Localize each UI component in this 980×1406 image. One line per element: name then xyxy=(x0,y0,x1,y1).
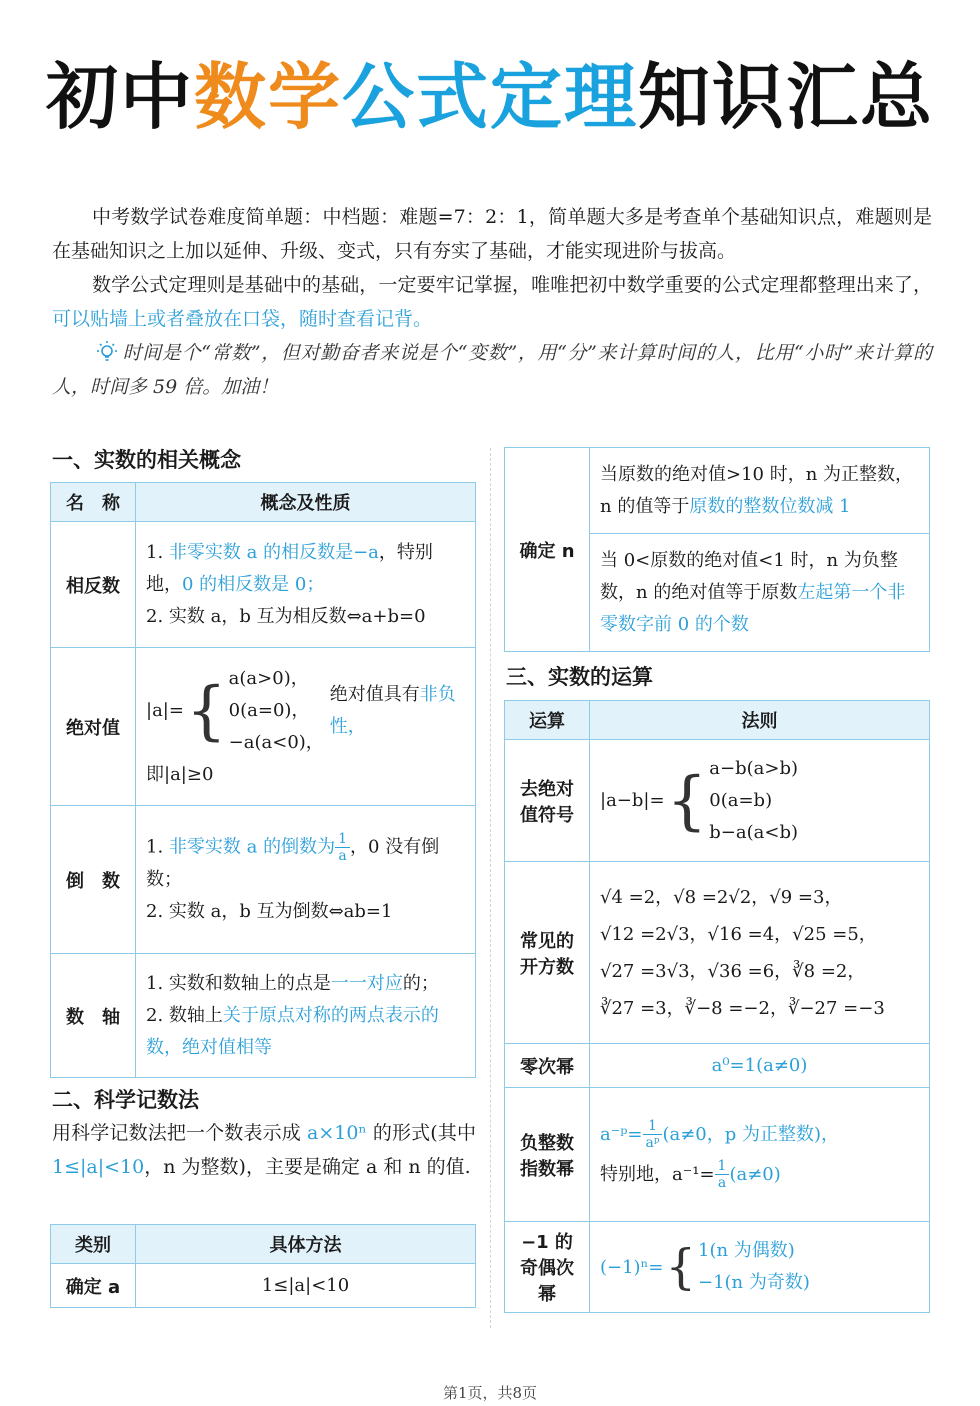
row-desc-abs xyxy=(136,648,476,806)
highlight: 1≤|a|<10 xyxy=(52,1156,145,1178)
table-row xyxy=(51,806,476,954)
row-name-minusone: −1 的奇偶次幂 xyxy=(505,1222,590,1313)
intro-block xyxy=(52,200,932,404)
numerator: 1 xyxy=(715,1158,730,1175)
header-method: 具体方法 xyxy=(136,1225,476,1264)
sci-notation-text xyxy=(52,1116,476,1184)
page-footer: 第1页，共8页 xyxy=(442,1384,538,1402)
piecewise-definition xyxy=(600,1235,810,1299)
numerator: 1 xyxy=(643,1118,663,1135)
column-divider xyxy=(490,448,491,1328)
row-value-a: 1≤|a|<10 xyxy=(136,1264,476,1308)
row-rule-absval xyxy=(590,740,930,862)
intro-paragraph-2 xyxy=(52,268,932,336)
brace-symbol: { xyxy=(185,673,227,748)
numerator: 1 xyxy=(335,831,350,848)
row-desc-reciprocal xyxy=(136,806,476,954)
text: 当 0<原数的绝对值<1 时，n 为负整数，n 的绝对值等于原数 xyxy=(600,549,898,603)
text: 当原数的绝对值>10 时，n 为正整数，n 的值等于 xyxy=(600,463,914,517)
case: 0(a=b) xyxy=(709,789,773,811)
row-name-roots: 常见的开方数 xyxy=(505,862,590,1044)
table-row xyxy=(505,1044,930,1088)
negint-line-2 xyxy=(600,1155,919,1195)
text: 的； xyxy=(402,972,439,994)
case: 1(n 为偶数) xyxy=(698,1240,795,1261)
case: −a(a<0)， xyxy=(228,731,324,753)
row-name-zero: 零次幂 xyxy=(505,1044,590,1088)
section-2-table xyxy=(50,1224,476,1308)
highlight: 非负性， xyxy=(329,683,456,737)
text: 用科学记数法把一个数表示成 xyxy=(52,1122,308,1144)
header-rule: 法则 xyxy=(590,701,930,740)
text: 特别地，a⁻¹= xyxy=(600,1163,715,1185)
text: 2. 数轴上 xyxy=(146,1004,223,1026)
text: 2. 实数 a，b 互为相反数⇔a+b=0 xyxy=(146,605,426,627)
highlight: (a≠0，p 为正整数)， xyxy=(662,1123,840,1145)
header-type: 类别 xyxy=(51,1225,136,1264)
row-name-absval: 去绝对值符号 xyxy=(505,740,590,862)
table-row xyxy=(505,448,930,534)
section-1-table xyxy=(50,482,476,1078)
section-2-title: 二、科学记数法 xyxy=(52,1088,199,1112)
text: ，0 没有倒数； xyxy=(146,836,440,890)
table-row xyxy=(51,648,476,806)
abs-note xyxy=(330,679,465,743)
page-title xyxy=(0,52,980,142)
abs-lhs: |a|= xyxy=(146,699,184,721)
highlight: 左起第一个非零数字前 0 的个数 xyxy=(600,581,906,635)
piecewise-rows xyxy=(709,753,798,849)
intro-tip-text: 时间是个“常数”，但对勤奋者来说是个“变数”，用“分”来计算时间的人，比用“小时”来计算的人，时间多 59 倍。加油！ xyxy=(52,342,932,398)
fraction xyxy=(335,831,350,864)
denominator: a xyxy=(717,1175,727,1191)
intro-p2-text: 数学公式定理则是基础中的基础，一定要牢记掌握，唯唯把初中数学重要的公式定理都整理出来了， xyxy=(92,274,932,296)
title-part-4: 知识汇总 xyxy=(638,55,935,139)
text: 1. xyxy=(146,836,169,858)
piecewise-definition xyxy=(146,663,465,759)
minusone-lhs: (−1)ⁿ= xyxy=(600,1256,664,1278)
brace-symbol: { xyxy=(665,1239,696,1295)
row-desc-numberline xyxy=(136,954,476,1078)
text: ，n 为整数)，主要是确定 a 和 n 的值. xyxy=(144,1156,471,1178)
case: a−b(a>b) xyxy=(709,757,798,779)
table-row xyxy=(51,954,476,1078)
text: ，特别地， xyxy=(146,541,433,595)
row-rule-minusone xyxy=(590,1222,930,1313)
row-name-abs: 绝对值 xyxy=(51,648,136,806)
highlight: 非零实数 a 的相反数是−a xyxy=(168,541,379,563)
table-row xyxy=(505,1222,930,1313)
text: 1. xyxy=(146,541,169,563)
roots-line: √27 =3√3，√36 =6，∛8 =2， xyxy=(600,960,866,982)
lightbulb-icon xyxy=(92,340,122,364)
highlight: 关于原点对称的两点表示的数，绝对值相等 xyxy=(146,1004,439,1058)
piecewise-rows xyxy=(229,663,324,759)
fraction xyxy=(715,1158,730,1191)
piecewise-rows xyxy=(698,1235,810,1299)
negint-line-1 xyxy=(600,1115,919,1155)
highlight: 原数的整数位数减 1 xyxy=(689,495,851,517)
intro-p2-highlight: 可以贴墙上或者叠放在口袋，随时查看记背。 xyxy=(52,308,433,330)
row-desc-opposite xyxy=(136,522,476,648)
section-3-table xyxy=(504,700,930,1313)
section-1-title: 一、实数的相关概念 xyxy=(52,448,241,472)
roots-line: √4 =2，√8 =2√2，√9 =3， xyxy=(600,886,843,908)
absval-lhs: |a−b|= xyxy=(600,790,665,811)
intro-tip xyxy=(52,336,932,404)
header-name: 名 称 xyxy=(51,483,136,522)
highlight: a×10ⁿ xyxy=(307,1122,367,1144)
row-rule-roots xyxy=(590,862,930,1044)
row-desc-n-2 xyxy=(590,534,930,652)
table-row xyxy=(51,522,476,648)
fraction xyxy=(643,1118,663,1151)
table-row xyxy=(51,1264,476,1308)
row-rule-negint xyxy=(590,1088,930,1222)
row-name-opposite: 相反数 xyxy=(51,522,136,648)
row-name-numberline: 数 轴 xyxy=(51,954,136,1078)
header-description: 概念及性质 xyxy=(136,483,476,522)
title-part-2: 数学 xyxy=(193,55,342,139)
text: 即|a|≥0 xyxy=(146,763,214,785)
highlight: 0 的相反数是 0； xyxy=(182,573,325,595)
row-desc-n-1 xyxy=(590,448,930,534)
text: 的形式(其中 xyxy=(366,1122,476,1144)
highlight: (a≠0) xyxy=(729,1163,781,1185)
highlight: a⁻ᵖ= xyxy=(600,1123,643,1145)
row-name-a: 确定 a xyxy=(51,1264,136,1308)
highlight: 非零实数 a 的倒数为 xyxy=(168,836,336,858)
table-row xyxy=(505,740,930,862)
title-part-1: 初中 xyxy=(45,55,194,139)
roots-line: √12 =2√3，√16 =4，√25 =5， xyxy=(600,923,877,945)
table-row xyxy=(505,1088,930,1222)
row-name-negint: 负整数指数幂 xyxy=(505,1088,590,1222)
text: 1. 实数和数轴上的点是 xyxy=(146,972,331,994)
brace-symbol: { xyxy=(666,763,708,838)
intro-paragraph-1: 中考数学试卷难度简单题：中档题：难题=7：2：1，简单题大多是考查单个基础知识点，难题则是在基础知识之上加以延伸、升级、变式，只有夯实了基础，才能实现进阶与拔高。 xyxy=(52,206,932,262)
case: −1(n 为奇数) xyxy=(698,1272,810,1293)
denominator: a xyxy=(338,848,347,864)
determine-n-table xyxy=(504,447,930,652)
title-part-3: 公式定理 xyxy=(342,55,639,139)
case: 0(a=0)， xyxy=(228,699,310,721)
case: b−a(a<b) xyxy=(709,821,798,843)
text: 2. 实数 a，b 互为倒数⇔ab=1 xyxy=(146,901,393,922)
roots-line: ∛27 =3，∛−8 =−2，∛−27 =−3 xyxy=(600,997,885,1019)
text: 绝对值具有 xyxy=(329,683,420,705)
highlight: 一一对应 xyxy=(330,972,403,994)
denominator: aᵖ xyxy=(645,1135,660,1151)
table-row xyxy=(505,862,930,1044)
row-name-n: 确定 n xyxy=(505,448,590,652)
row-name-reciprocal: 倒 数 xyxy=(51,806,136,954)
row-rule-zero: a⁰=1(a≠0) xyxy=(590,1044,930,1088)
piecewise-definition xyxy=(600,753,798,849)
header-operation: 运算 xyxy=(505,701,590,740)
section-3-title: 三、实数的运算 xyxy=(506,665,653,689)
case: a(a>0)， xyxy=(228,667,309,689)
